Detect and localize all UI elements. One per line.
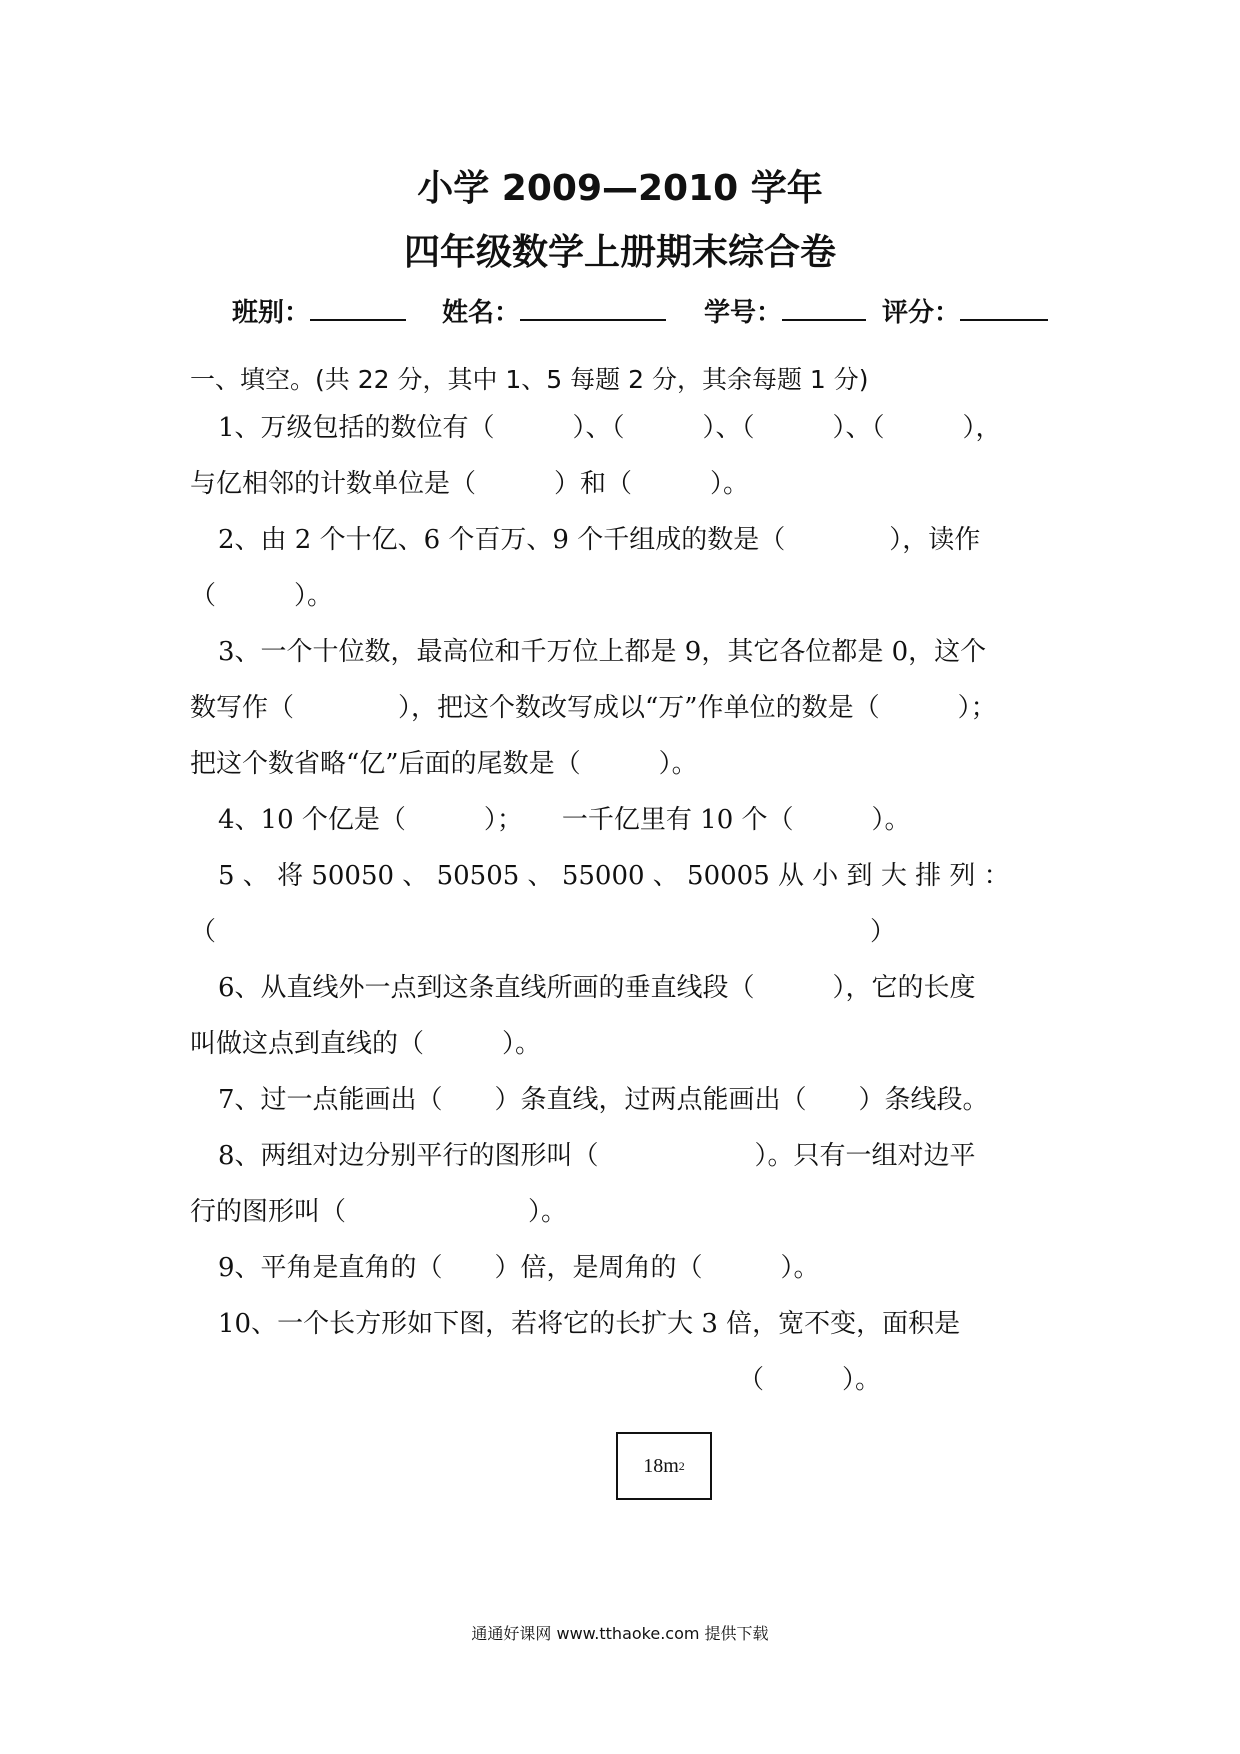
exam-title-year: 小学 2009—2010 学年 <box>417 168 823 209</box>
rectangle-area-exponent: 2 <box>678 1458 685 1473</box>
section-1-header: 一、填空。(共 22 分，其中 1、5 每题 2 分，其余每题 1 分) <box>190 365 869 394</box>
rectangle-area-value: 18 <box>643 1454 664 1477</box>
student-info-row <box>232 292 1072 332</box>
exam-title-subject: 四年级数学上册期末综合卷 <box>403 232 836 273</box>
rectangle-area-unit: m <box>663 1454 679 1477</box>
question-5-open-paren: （ <box>190 917 217 947</box>
question-1-line-2: 与亿相邻的计数单位是（ ）和（ ）。 <box>190 469 750 499</box>
question-1-line-1: 1、万级包括的数位有（ ）、（ ）、（ ）、（ ）， <box>218 413 1002 443</box>
question-3-line-2: 数写作（ ），把这个数改写成以“万”作单位的数是（ ）； <box>190 693 997 723</box>
question-2-line-1: 2、由 2 个十亿、6 个百万、9 个千组成的数是（ ），读作 <box>218 525 981 555</box>
question-3-line-1: 3、一个十位数，最高位和千万位上都是 9，其它各位都是 0，这个 <box>218 637 987 667</box>
class-blank[interactable] <box>310 293 406 321</box>
name-blank[interactable] <box>520 293 666 321</box>
id-field <box>704 292 866 329</box>
name-label: 姓名： <box>442 298 521 328</box>
question-6-line-1: 6、从直线外一点到这条直线所画的垂直线段（ ），它的长度 <box>218 973 976 1003</box>
question-10-line-2: （ ）。 <box>738 1365 882 1395</box>
score-blank[interactable] <box>960 293 1048 321</box>
question-5-line-2 <box>190 912 1050 952</box>
question-6-line-2: 叫做这点到直线的（ ）。 <box>190 1029 542 1059</box>
footer-credit: 通通好课网 www.tthaoke.com 提供下载 <box>471 1624 769 1643</box>
id-blank[interactable] <box>782 293 866 321</box>
score-label: 评分： <box>882 298 961 328</box>
name-field <box>442 292 666 329</box>
question-9: 9、平角是直角的（ ）倍，是周角的（ ）。 <box>218 1253 820 1283</box>
rectangle-figure <box>616 1432 712 1500</box>
question-2-line-2: （ ）。 <box>190 581 334 611</box>
score-field <box>882 292 1048 329</box>
question-8-line-1: 8、两组对边分别平行的图形叫（ ）。只有一组对边平 <box>218 1141 976 1171</box>
question-10-line-1: 10、一个长方形如下图，若将它的长扩大 3 倍，宽不变，面积是 <box>218 1309 961 1339</box>
question-5-line-1: 5 、 将 50050 、 50505 、 55000 、 50005 从 小 到 大 排 列 ： <box>218 861 1010 891</box>
class-field <box>232 292 406 329</box>
question-7: 7、过一点能画出（ ）条直线，过两点能画出（ ）条线段。 <box>218 1085 989 1115</box>
class-label: 班别： <box>232 298 311 328</box>
question-3-line-3: 把这个数省略“亿”后面的尾数是（ ）。 <box>190 749 698 779</box>
question-5-close-paren: ） <box>870 917 897 947</box>
question-8-line-2: 行的图形叫（ ）。 <box>190 1197 568 1227</box>
question-4: 4、10 个亿是（ ）； 一千亿里有 10 个（ ）。 <box>218 805 911 835</box>
id-label: 学号： <box>704 298 783 328</box>
